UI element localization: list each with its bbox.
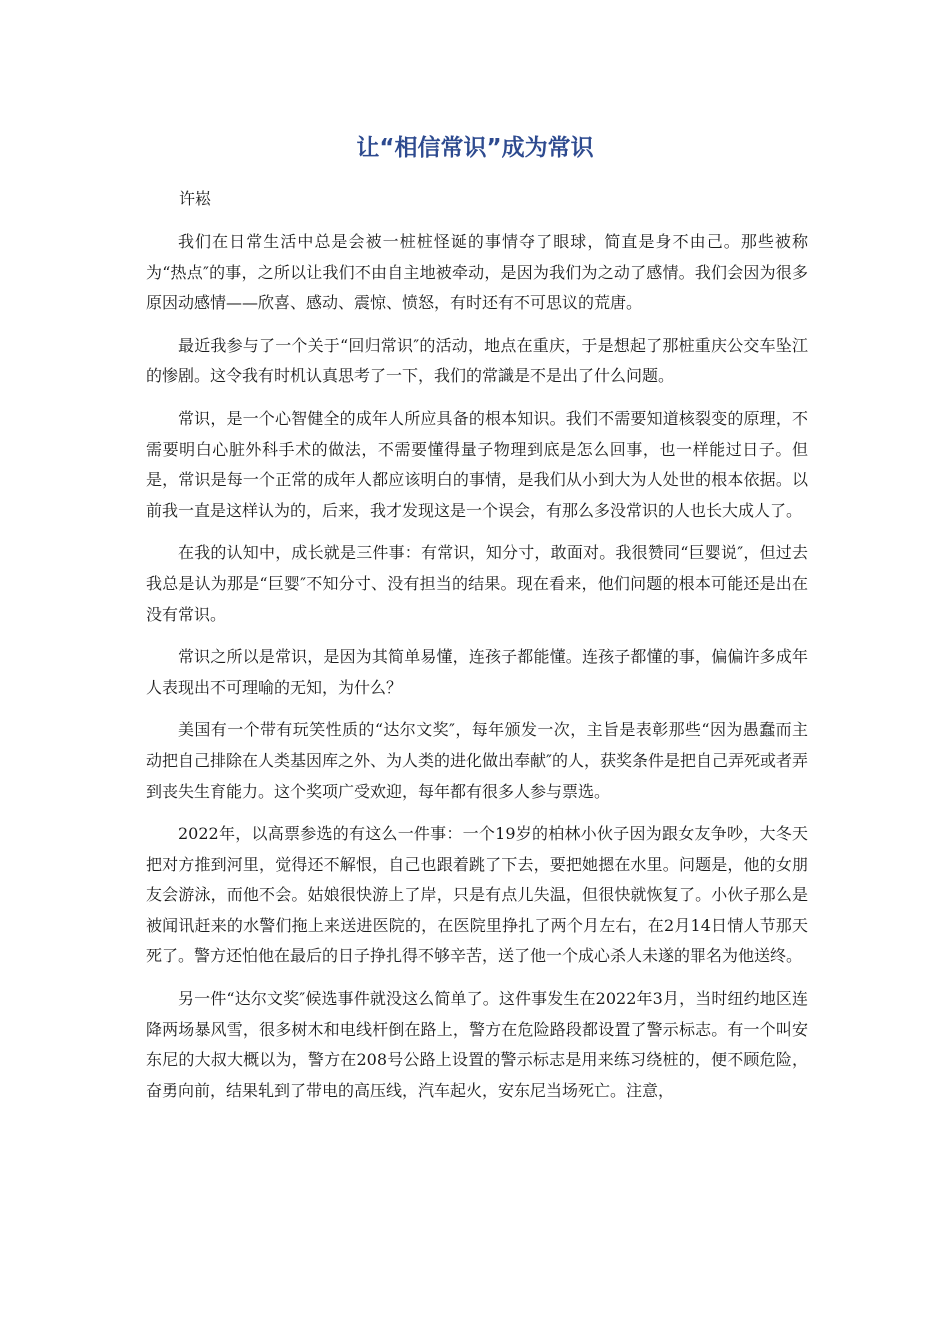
paragraph: 另一件“达尔文奖″候选事件就没这么简单了。这件事发生在2022年3月，当时纽约地区连降两场暴风雪，很多树木和电线杆倒在路上，警方在危险路段都设置了警示标志。有一个叫安东尼的大叔大概以为，警方在208号公路上设置的警示标志是用来练习绕桩的，便不顾危险，奋勇向前，结果轧到了带电的高压线，汽车起火，安东尼当场死亡。注意， <box>146 989 808 1100</box>
paragraph: 在我的认知中，成长就是三件事：有常识，知分寸，敢面对。我很赞同“巨婴说″，但过去我总是认为那是“巨婴″不知分寸、没有担当的结果。现在看来，他们问题的根本可能还是出在没有常识。 <box>146 543 808 624</box>
paragraph: 我们在日常生活中总是会被一桩桩怪诞的事情夺了眼球，简直是身不由己。那些被称为“热点″的事，之所以让我们不由自主地被牵动，是因为我们为之动了感情。我们会因为很多原因动感情——欣喜、感动、震惊、愤怒，有时还有不可思议的荒唐。 <box>146 232 808 313</box>
paragraph: 2022年，以高票参选的有这么一件事：一个19岁的柏林小伙子因为跟女友争吵，大冬天把对方推到河里，觉得还不解恨，自己也跟着跳了下去，要把她摁在水里。问题是，他的女朋友会游泳，而他不会。姑娘很快游上了岸，只是有点儿失温，但很快就恢复了。小伙子那么是被闻讯赶来的水警们拖上来送进医院的，在医院里挣扎了两个月左右，在2月14日情人节那天死了。警方还怕他在最后的日子挣扎得不够辛苦，送了他一个成心杀人未遂的罪名为他送终。 <box>146 824 808 966</box>
paragraph: 最近我参与了一个关于“回归常识″的活动，地点在重庆，于是想起了那桩重庆公交车坠江的惨剧。这令我有时机认真思考了一下，我们的常識是不是出了什么问题。 <box>146 335 808 386</box>
paragraph: 常识，是一个心智健全的成年人所应具备的根本知识。我们不需要知道核裂变的原理，不需要明白心脏外科手术的做法，不需要懂得量子物理到底是怎么回事，也一样能过日子。但是，常识是每一个正常的成年人都应该明白的事情，是我们从小到大为人处世的根本依据。以前我一直是这样认为的，后来，我才发现这是一个误会，有那么多没常识的人也长大成人了。 <box>146 408 808 520</box>
article-body <box>146 227 808 1118</box>
paragraph: 美国有一个带有玩笑性质的“达尔文奖″，每年颁发一次，主旨是表彰那些“因为愚蠢而主动把自己排除在人类基因库之外、为人类的进化做出奉献″的人，获奖条件是把自己弄死或者弄到丧失生育能力。这个奖项广受欢迎，每年都有很多人参与票选。 <box>146 720 808 801</box>
paragraph: 常识之所以是常识，是因为其简单易懂，连孩子都能懂。连孩子都懂的事，偏偏许多成年人表现出不可理喻的无知，为什么？ <box>146 647 808 697</box>
article-author: 许崧 <box>179 189 212 208</box>
article-title: 让“相信常识”成为常识 <box>356 135 594 161</box>
